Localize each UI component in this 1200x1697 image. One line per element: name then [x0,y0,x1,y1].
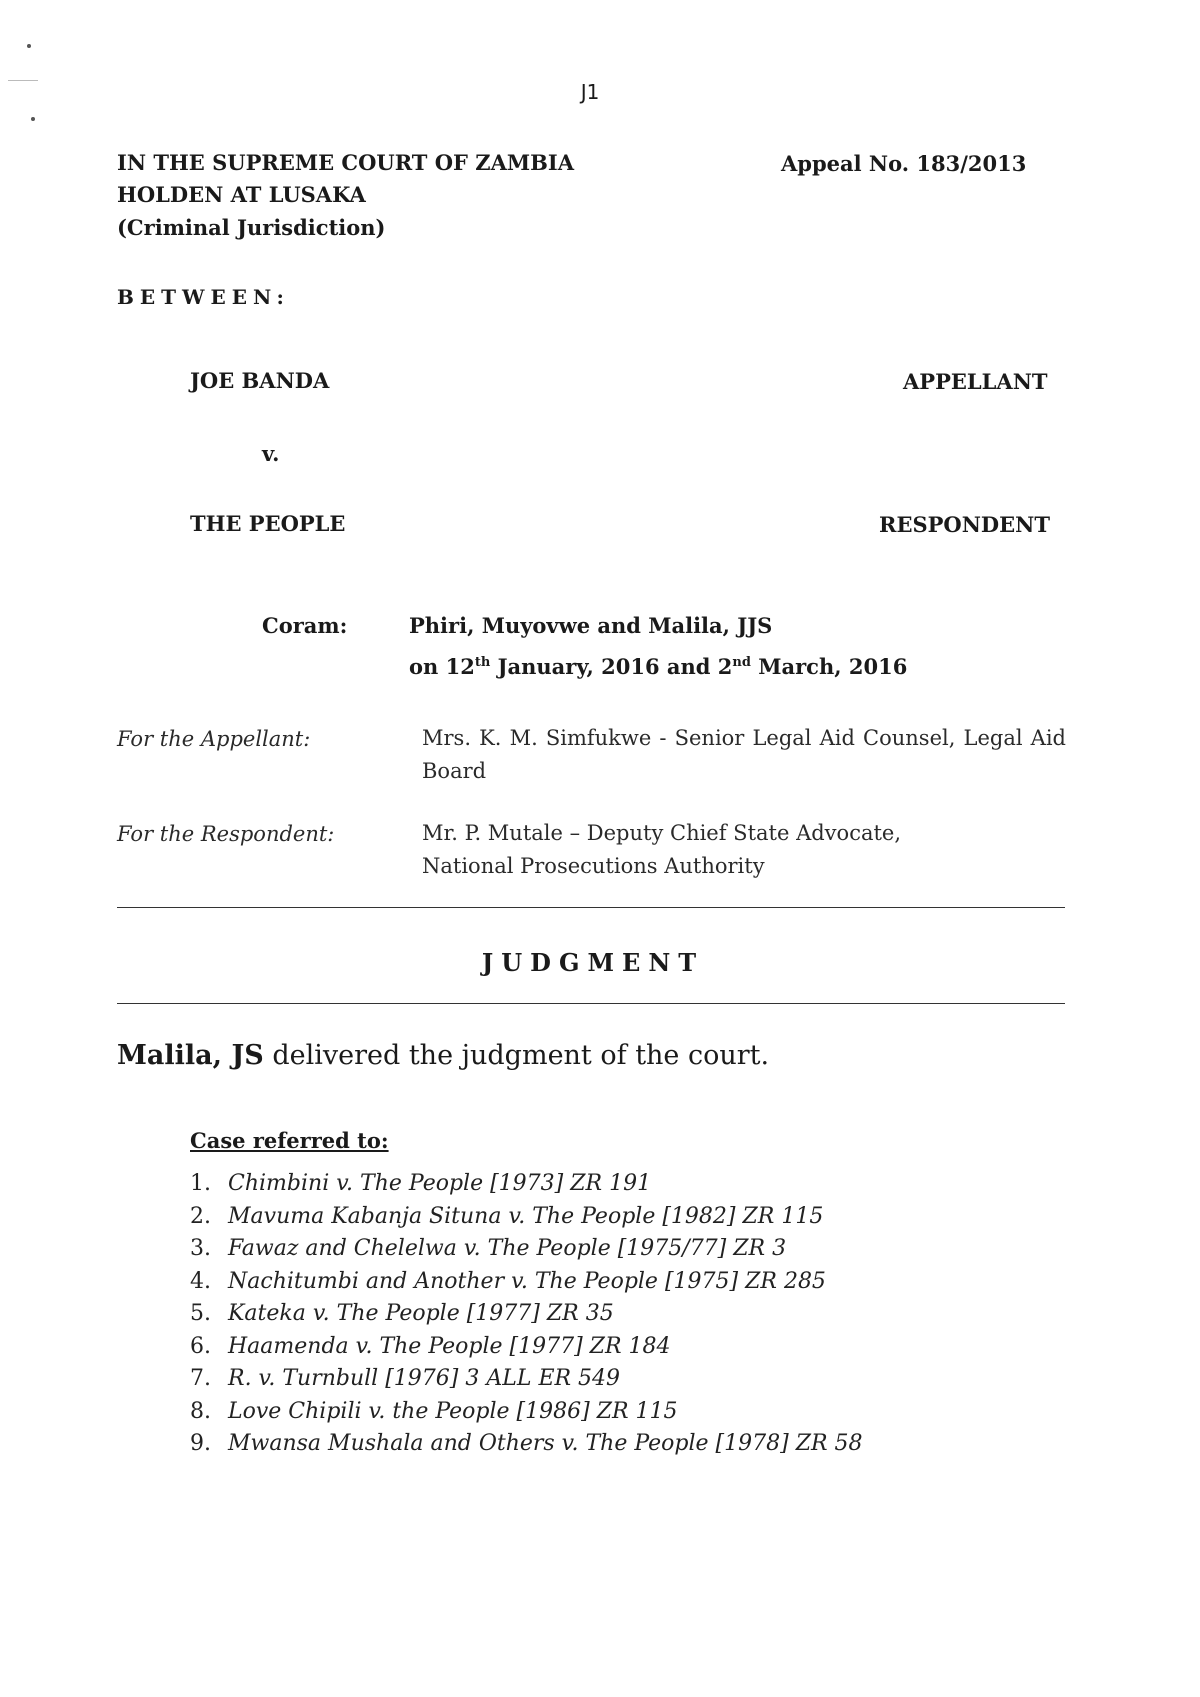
case-number: 4. [190,1268,211,1294]
case-citation: R. v. Turnbull [1976] 3 ALL ER 549 [228,1366,621,1391]
case-list [190,1168,863,1461]
judge-author: Malila, JS [117,1040,264,1071]
page-number: J1 [580,80,600,104]
respondent-counsel-label: For the Respondent: [117,822,335,846]
respondent-name: THE PEOPLE [190,511,346,536]
list-item [190,1298,863,1331]
case-number: 9. [190,1431,211,1456]
list-item [190,1168,863,1201]
ordinal-suffix: nd [732,655,751,670]
ordinal-suffix: th [474,655,491,670]
respondent-counsel-line2: National Prosecutions Authority [422,854,765,878]
hearing-dates [409,654,907,679]
hearing-date-text: on 12 [409,654,475,679]
between-label: BETWEEN: [117,285,290,309]
cases-heading: Case referred to: [190,1128,389,1153]
appellant-role: APPELLANT [903,369,1048,394]
coram-label: Coram: [262,613,348,638]
list-item [190,1363,863,1396]
hearing-date-text: March, 2016 [750,654,908,679]
hearing-date-text: January, 2016 and 2 [490,654,733,679]
list-item [190,1331,863,1364]
court-name: IN THE SUPREME COURT OF ZAMBIA [117,150,574,175]
judgment-title: JUDGMENT [481,948,705,977]
divider-top [117,907,1065,908]
list-item [190,1396,863,1429]
respondent-counsel-line1: Mr. P. Mutale – Deputy Chief State Advocate, [422,821,902,845]
respondent-role: RESPONDENT [879,512,1050,537]
case-citation: Nachitumbi and Another v. The People [1975] ZR 285 [228,1268,826,1294]
delivered-text: delivered the judgment of the court. [263,1040,770,1071]
list-item [190,1201,863,1234]
case-number: 7. [190,1366,211,1391]
case-number: 1. [190,1171,211,1196]
appellant-name: JOE BANDA [190,368,330,393]
versus: v. [262,441,280,466]
case-citation: Chimbini v. The People [1973] ZR 191 [228,1171,652,1196]
scan-speck [27,44,31,48]
case-citation: Mwansa Mushala and Others v. The People [1978] ZR 58 [228,1431,863,1456]
list-item [190,1428,863,1461]
case-citation: Kateka v. The People [1977] ZR 35 [228,1301,614,1326]
case-number: 5. [190,1301,211,1326]
case-number: 6. [190,1333,211,1359]
appeal-number: Appeal No. 183/2013 [781,151,1027,176]
divider-bottom [117,1003,1065,1004]
court-jurisdiction: (Criminal Jurisdiction) [117,215,386,240]
appellant-counsel-label: For the Appellant: [117,727,311,751]
list-item [190,1266,863,1299]
case-citation: Mavuma Kabanja Situna v. The People [1982] ZR 115 [228,1203,824,1229]
case-number: 2. [190,1203,211,1229]
case-citation: Love Chipili v. the People [1986] ZR 115 [228,1398,678,1424]
coram-judges: Phiri, Muyovwe and Malila, JJS [409,613,773,638]
scan-speck [31,117,35,121]
list-item [190,1233,863,1266]
court-location: HOLDEN AT LUSAKA [117,182,366,207]
delivered-line [117,1040,769,1071]
case-number: 8. [190,1398,211,1424]
case-citation: Fawaz and Chelelwa v. The People [1975/77] ZR 3 [228,1236,787,1261]
case-citation: Haamenda v. The People [1977] ZR 184 [228,1333,671,1359]
case-number: 3. [190,1236,211,1261]
appellant-counsel: Mrs. K. M. Simfukwe - Senior Legal Aid Counsel, Legal Aid Board [422,726,1066,783]
